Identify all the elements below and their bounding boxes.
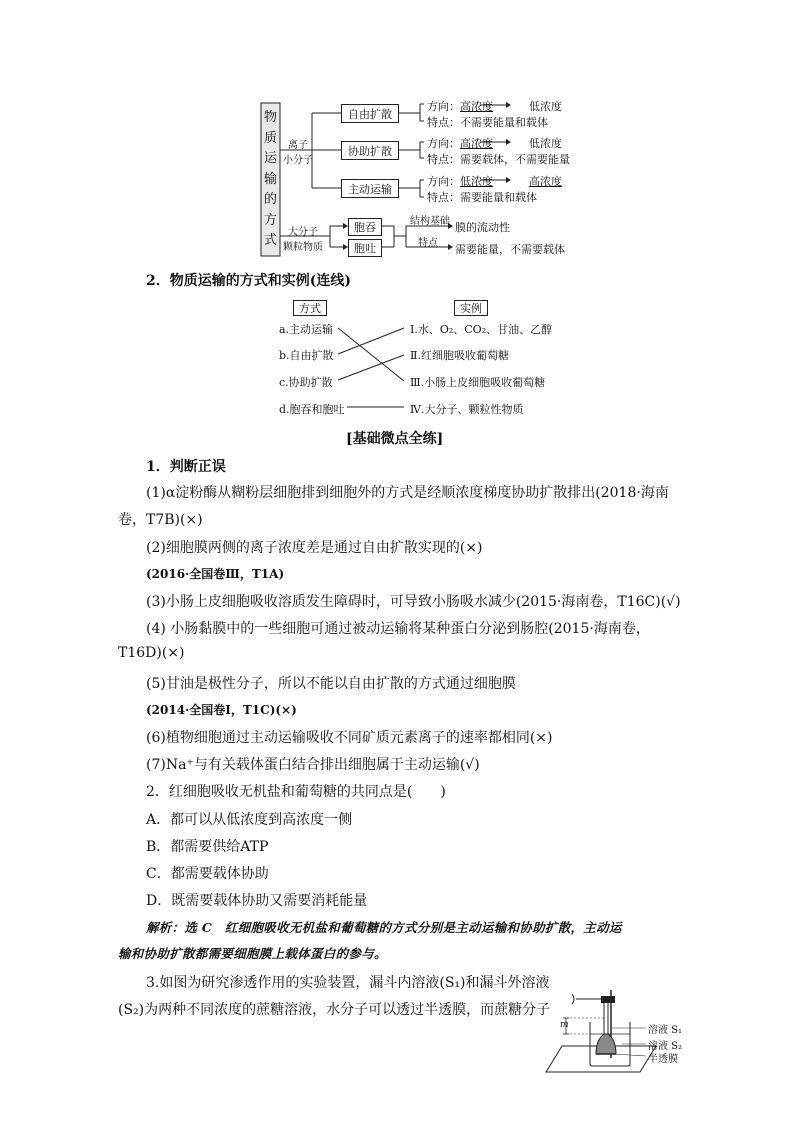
matching-left-item: d.胞吞和胞吐: [279, 403, 345, 416]
feature-value: 需要能量，不需要载体: [455, 243, 565, 256]
active-transport-direction: 方向：低浓度 高浓度: [427, 175, 562, 188]
fig-label-membrane: 半透膜: [648, 1054, 678, 1065]
q3-line2: (S₂)为两种不同浓度的蔗糖溶液，水分子可以透过半透膜，而蔗糖分子: [118, 1002, 551, 1018]
q1-item-5-line2: (2014·全国卷Ⅰ，T1C)(×): [146, 703, 297, 717]
q2-analysis-line2: 输和协助扩散都需要细胞膜上载体蛋白的参与。: [118, 946, 387, 961]
endocytosis-box: 胞吞: [348, 218, 382, 236]
q1-heading: 1．判断正误: [146, 459, 226, 475]
particle-label: 颗粒物质: [283, 242, 323, 253]
fig-label-s1: 溶液 S₁: [648, 1025, 683, 1036]
structure-basis-label: 结构基础: [410, 216, 450, 227]
q1-item-7-line1: (7)Na⁺与有关载体蛋白结合排出细胞属于主动运输(√): [146, 757, 480, 773]
exocytosis-box: 胞吐: [348, 239, 382, 257]
facilitated-diffusion-direction: 方向：高浓度 低浓度: [427, 137, 562, 150]
feature-label: 特点: [418, 238, 438, 249]
q1-item-6-line1: (6)植物细胞通过主动运输吸收不同矿质元素离子的速率都相同(×): [146, 730, 553, 746]
title-char: 运: [263, 151, 277, 166]
structure-basis-value: 膜的流动性: [455, 221, 510, 234]
matching-col-right: 实例: [454, 300, 488, 316]
q2-option-a: A．都可以从低浓度到高浓度一侧: [146, 812, 353, 828]
small-molecule-label: 小分子: [283, 155, 313, 166]
q2-analysis-line1: 解析：选 C 红细胞吸收无机盐和葡萄糖的方式分别是主动运输和协助扩散，主动运: [146, 920, 622, 935]
free-diffusion-direction: 方向：高浓度 低浓度: [427, 100, 562, 113]
q3-line1: 3.如图为研究渗透作用的实验装置，漏斗内溶液(S₁)和漏斗外溶液: [146, 975, 550, 991]
title-char: 的: [263, 192, 277, 207]
matching-right-item: Ⅱ.红细胞吸收葡萄糖: [410, 349, 509, 362]
facilitated-diffusion-features: 特点：需要载体，不需要能量: [427, 153, 570, 166]
q1-item-2-line2: (2016·全国卷Ⅲ，T1A): [146, 567, 285, 581]
fig-label-m: m: [560, 1020, 569, 1030]
matching-left-item: c.协助扩散: [279, 376, 333, 389]
macromolecule-label: 大分子: [288, 227, 318, 238]
title-char: 方: [263, 212, 277, 228]
q2-option-c: C．都需要载体协助: [146, 866, 269, 882]
free-diffusion-features: 特点：不需要能量和载体: [427, 116, 548, 129]
q1-item-1-line1: (1)α淀粉酶从糊粉层细胞排到细胞外的方式是经顺浓度梯度协助扩散排出(2018·海南: [146, 485, 669, 501]
q1-item-1-line2: 卷，T7B)(×): [118, 512, 203, 528]
matching-right-item: Ⅰ.水、O₂、CO₂、甘油、乙醇: [410, 323, 553, 336]
mode-box-free-diffusion: 自由扩散: [341, 104, 399, 123]
title-char: 物: [263, 110, 277, 125]
title-char: 输: [263, 171, 277, 187]
matching-heading: 2．物质运输的方式和实例(连线): [146, 273, 351, 289]
matching-right-item: Ⅲ.小肠上皮细胞吸收葡萄糖: [410, 376, 546, 389]
q2-option-b: B．都需要供给ATP: [146, 839, 269, 855]
mode-box-facilitated-diffusion: 协助扩散: [341, 141, 399, 160]
ion-label: 离子: [288, 140, 308, 151]
q1-item-5-line1: (5)甘油是极性分子，所以不能以自由扩散的方式通过细胞膜: [146, 676, 516, 692]
q1-item-2-line1: (2)细胞膜两侧的离子浓度差是通过自由扩散实现的(×): [146, 540, 483, 556]
matching-left-item: b.自由扩散: [279, 349, 334, 362]
title-char: 式: [263, 233, 277, 248]
q2-stem: 2．红细胞吸收无机盐和葡萄糖的共同点是( ): [146, 784, 446, 800]
q1-item-3-line1: (3)小肠上皮细胞吸收溶质发生障碍时，可导致小肠吸水减少(2015·海南卷，T16C)(√): [146, 594, 681, 610]
matching-col-left: 方式: [293, 300, 327, 316]
practice-title: [基础微点全练]: [346, 431, 444, 447]
title-char: 质: [263, 130, 277, 146]
fig-label-s2: 溶液 S₂: [648, 1041, 683, 1052]
active-transport-features: 特点：需要能量和载体: [427, 191, 537, 204]
q1-item-4-line2: T16D)(×): [118, 645, 185, 661]
matching-left-item: a.主动运输: [279, 323, 334, 336]
matching-right-item: Ⅳ.大分子、颗粒性物质: [410, 403, 524, 416]
mode-box-active-transport: 主动运输: [341, 179, 399, 198]
q1-item-4-line1: (4) 小肠黏膜中的一些细胞可通过被动运输将某种蛋白分泌到肠腔(2015·海南卷，: [146, 621, 650, 637]
q2-option-d: D．既需要载体协助又需要消耗能量: [146, 893, 368, 909]
